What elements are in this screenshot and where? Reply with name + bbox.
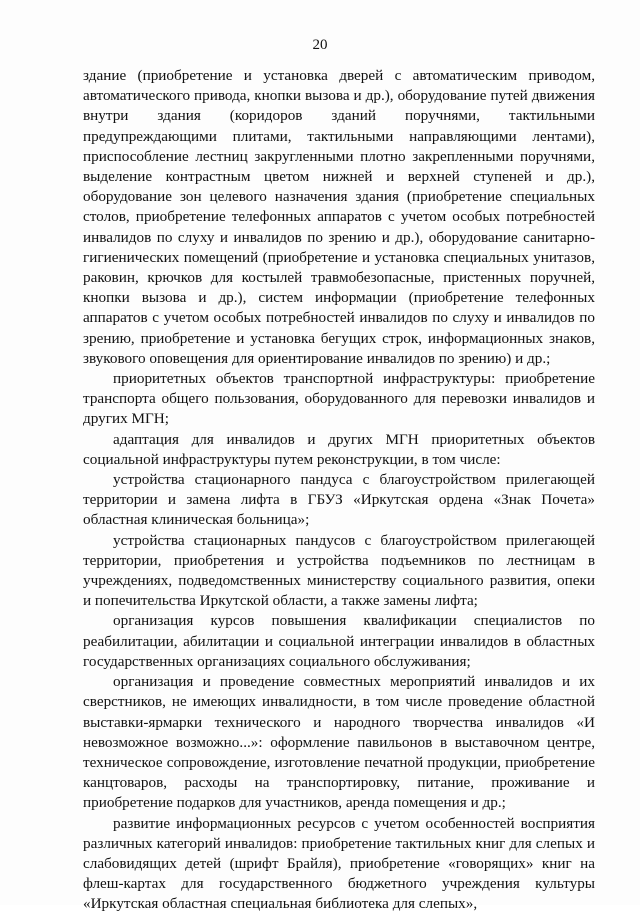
paragraph-training-courses: организация курсов повышения квалификации специалистов по реабилитации, абилитации и социальной интеграции инвалидов в областных государственных организациях социального обслуживания; <box>83 612 595 670</box>
paragraph-transport-infrastructure: приоритетных объектов транспортной инфраструктуры: приобретение транспорта общего пользования, оборудованного для перевозки инвалидов и других МГН; <box>83 370 595 428</box>
paragraph-ramp-hospital: устройства стационарного пандуса с благоустройством прилегающей территории и замена лифта в ГБУЗ «Иркутская ордена «Знак Почета» областная клиническая больница»; <box>83 471 595 529</box>
page-number: 20 <box>312 37 328 53</box>
paragraph-building-equipment: здание (приобретение и установка дверей с автоматическим приводом, автоматического привода, кнопки вызова и др.), оборудование путей движения внутри здания (коридоров зданий поручнями, тактильными предупреждающими плитами, тактильными направляющими лентами), приспособление лестниц закругленными плотно закрепленными поручнями, выделение контрастным цветом нижней и верхней ступеней и др.), оборудование зон целевого назначения здания (приобретение специальных столов, приобретение телефонных аппаратов с учетом особых потребностей инвалидов по слуху и инвалидов по зрению и др.), оборудование санитарно-гигиенических помещений (приобретение и установка специальных унитазов, раковин, крючков для костылей травмобезопасные, пристенных поручней, кнопки вызова и др.), систем информации (приобретение телефонных аппаратов с учетом особых потребностей инвалидов по слуху и инвалидов по зрению, приобретение и установка бегущих строк, информационных знаков, звукового оповещения для ориентирование инвалидов по зрению) и др.; <box>83 67 595 367</box>
document-body <box>83 66 595 915</box>
paragraph-ramps-lifts: устройства стационарных пандусов с благоустройством прилегающей территории, приобретения и устройства подъемников по лестницам в учреждениях, подведомственных министерству социального развития, опеки и попечительства Иркутской области, а также замены лифта; <box>83 531 595 610</box>
paragraph-joint-events: организация и проведение совместных мероприятий инвалидов и их сверстников, не имеющих инвалидности, в том числе проведение областной выставки-ярмарки технического и народного творчества инвалидов «И невозможное возможно...»: оформление павильонов в выставочном центре, техническое сопровождение, изготовление печатной продукции, приобретение канцтоваров, расходы на транспортировку, питание, проживание и приобретение подарков для участников, аренда помещения и др.; <box>83 673 595 812</box>
paragraph-adaptation-reconstruction: адаптация для инвалидов и других МГН приоритетных объектов социальной инфраструктуры путем реконструкции, в том числе: <box>83 430 595 468</box>
paragraph-information-resources: развитие информационных ресурсов с учетом особенностей восприятия различных категорий инвалидов: приобретение тактильных книг для слепых и слабовидящих детей (шрифт Брайля), приобретение «говорящих» книг на флеш-картах для государственного бюджетного учреждения культуры «Иркутская областная специальная библиотека для слепых», <box>83 814 595 913</box>
